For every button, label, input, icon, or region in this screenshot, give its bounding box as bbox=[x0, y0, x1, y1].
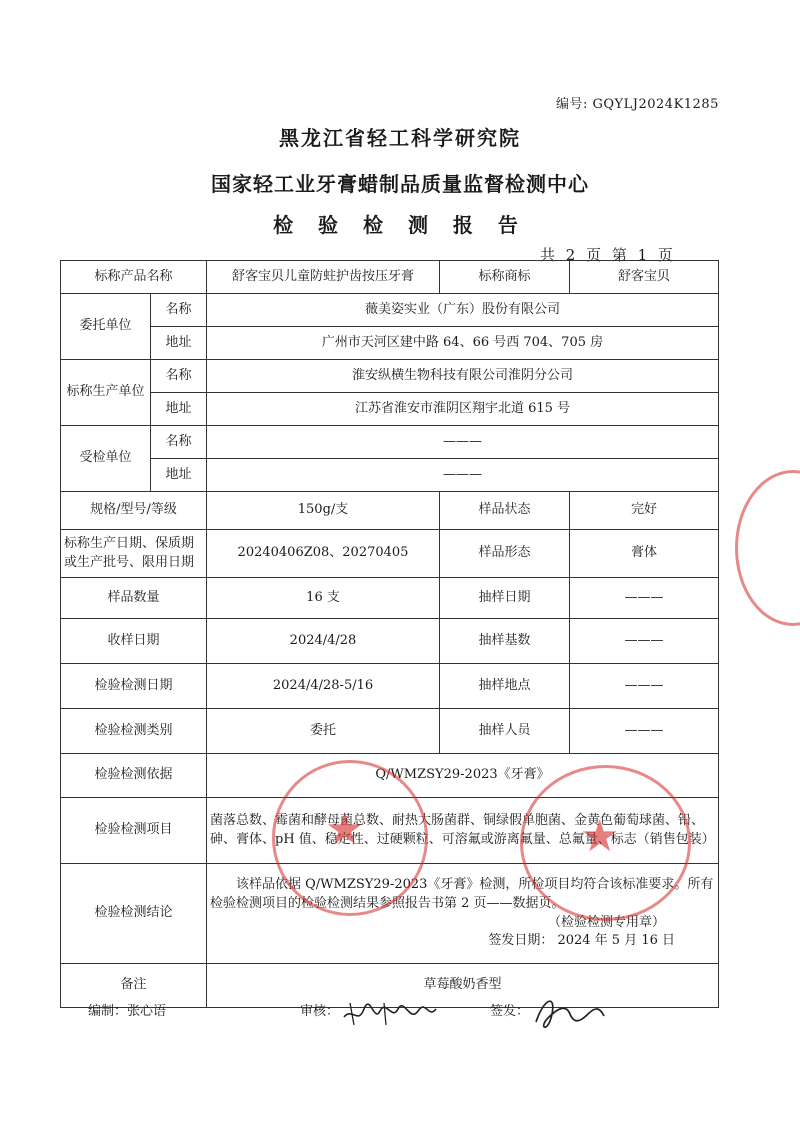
page-count: 共 2 页 第 1 页 bbox=[540, 246, 676, 264]
client-address-label: 地址 bbox=[151, 327, 207, 360]
sampler-label: 抽样人员 bbox=[440, 709, 570, 754]
receive-date: 2024/4/28 bbox=[207, 619, 440, 664]
brand-label: 标称商标 bbox=[440, 261, 570, 294]
report-number: 编号: GQYLJ2024K1285 bbox=[556, 97, 719, 112]
test-date-label: 检验检测日期 bbox=[61, 664, 207, 709]
reviewer-label: 审核： bbox=[300, 1004, 340, 1019]
sampler: ——— bbox=[570, 709, 719, 754]
client-name-label: 名称 bbox=[151, 294, 207, 327]
client-address: 广州市天河区建中路 64、66 号西 704、705 房 bbox=[207, 327, 719, 360]
seal-star-icon: ★ bbox=[325, 804, 365, 855]
conclusion-label: 检验检测结论 bbox=[61, 864, 207, 964]
manufacturer-name: 淮安纵横生物科技有限公司淮阴分公司 bbox=[207, 360, 719, 393]
institute-name: 黑龙江省轻工科学研究院 bbox=[279, 126, 521, 150]
product-name-label: 标称产品名称 bbox=[61, 261, 207, 294]
seal-note: （检验检测专用章） bbox=[548, 914, 666, 930]
remark-label: 备注 bbox=[61, 964, 207, 1008]
remark-value: 草莓酸奶香型 bbox=[207, 964, 719, 1008]
sample-status-label: 样品状态 bbox=[440, 492, 570, 530]
sampling-date: ——— bbox=[570, 578, 719, 619]
items-label: 检验检测项目 bbox=[61, 798, 207, 864]
sampling-place: ——— bbox=[570, 664, 719, 709]
inspected-label: 受检单位 bbox=[61, 426, 151, 492]
test-type: 委托 bbox=[207, 709, 440, 754]
spec-value: 150g/支 bbox=[207, 492, 440, 530]
client-label: 委托单位 bbox=[61, 294, 151, 360]
sample-qty: 16 支 bbox=[207, 578, 440, 619]
signer-signature bbox=[530, 988, 610, 1033]
institute-seal-star-icon: ★ bbox=[580, 811, 620, 862]
report-title: 检 验 检 测 报 告 bbox=[273, 213, 527, 237]
reviewer-signature bbox=[340, 995, 440, 1035]
sample-form-label: 样品形态 bbox=[440, 530, 570, 578]
sampling-place-label: 抽样地点 bbox=[440, 664, 570, 709]
production-date-label: 标称生产日期、保质期或生产批号、限用日期 bbox=[61, 530, 207, 578]
sample-qty-label: 样品数量 bbox=[61, 578, 207, 619]
manufacturer-name-label: 名称 bbox=[151, 360, 207, 393]
inspected-name-label: 名称 bbox=[151, 426, 207, 459]
inspected-address-label: 地址 bbox=[151, 459, 207, 492]
client-name: 薇美姿实业（广东）股份有限公司 bbox=[207, 294, 719, 327]
items-value: 菌落总数、霉菌和酵母菌总数、耐热大肠菌群、铜绿假单胞菌、金黄色葡萄球菌、铅、砷、膏体、pH 值、稳定性、过硬颗粒、可溶氟或游离氟量、总氟量、标志（销售包装） bbox=[207, 798, 719, 864]
sampling-base-label: 抽样基数 bbox=[440, 619, 570, 664]
center-name: 国家轻工业牙膏蜡制品质量监督检测中心 bbox=[211, 172, 589, 196]
inspected-name: ——— bbox=[207, 426, 719, 459]
manufacturer-address-label: 地址 bbox=[151, 393, 207, 426]
signer-label: 签发： bbox=[490, 1004, 530, 1019]
brand-value: 舒客宝贝 bbox=[570, 261, 719, 294]
test-date: 2024/4/28-5/16 bbox=[207, 664, 440, 709]
basis-label: 检验检测依据 bbox=[61, 754, 207, 798]
product-name: 舒客宝贝儿童防蛀护齿按压牙膏 bbox=[207, 261, 440, 294]
production-date: 20240406Z08、20270405 bbox=[207, 530, 440, 578]
editor: 编制：张心语 bbox=[88, 1004, 167, 1019]
sampling-base: ——— bbox=[570, 619, 719, 664]
sampling-date-label: 抽样日期 bbox=[440, 578, 570, 619]
manufacturer-label: 标称生产单位 bbox=[61, 360, 151, 426]
test-type-label: 检验检测类别 bbox=[61, 709, 207, 754]
receive-date-label: 收样日期 bbox=[61, 619, 207, 664]
edge-seal bbox=[735, 470, 800, 626]
issue-date: 签发日期： 2024 年 5 月 16 日 bbox=[488, 933, 676, 949]
inspected-address: ——— bbox=[207, 459, 719, 492]
manufacturer-address: 江苏省淮安市淮阴区翔宇北道 615 号 bbox=[207, 393, 719, 426]
conclusion-text: 该样品依据 Q/WMZSY29-2023《牙膏》检测，所检项目均符合该标准要求。所有检验检测项目的检验检测结果参照报告书第 2 页——数据页。 bbox=[210, 876, 714, 911]
sample-form: 膏体 bbox=[570, 530, 719, 578]
spec-label: 规格/型号/等级 bbox=[61, 492, 207, 530]
sample-status: 完好 bbox=[570, 492, 719, 530]
basis-value: Q/WMZSY29-2023《牙膏》 bbox=[207, 754, 719, 798]
